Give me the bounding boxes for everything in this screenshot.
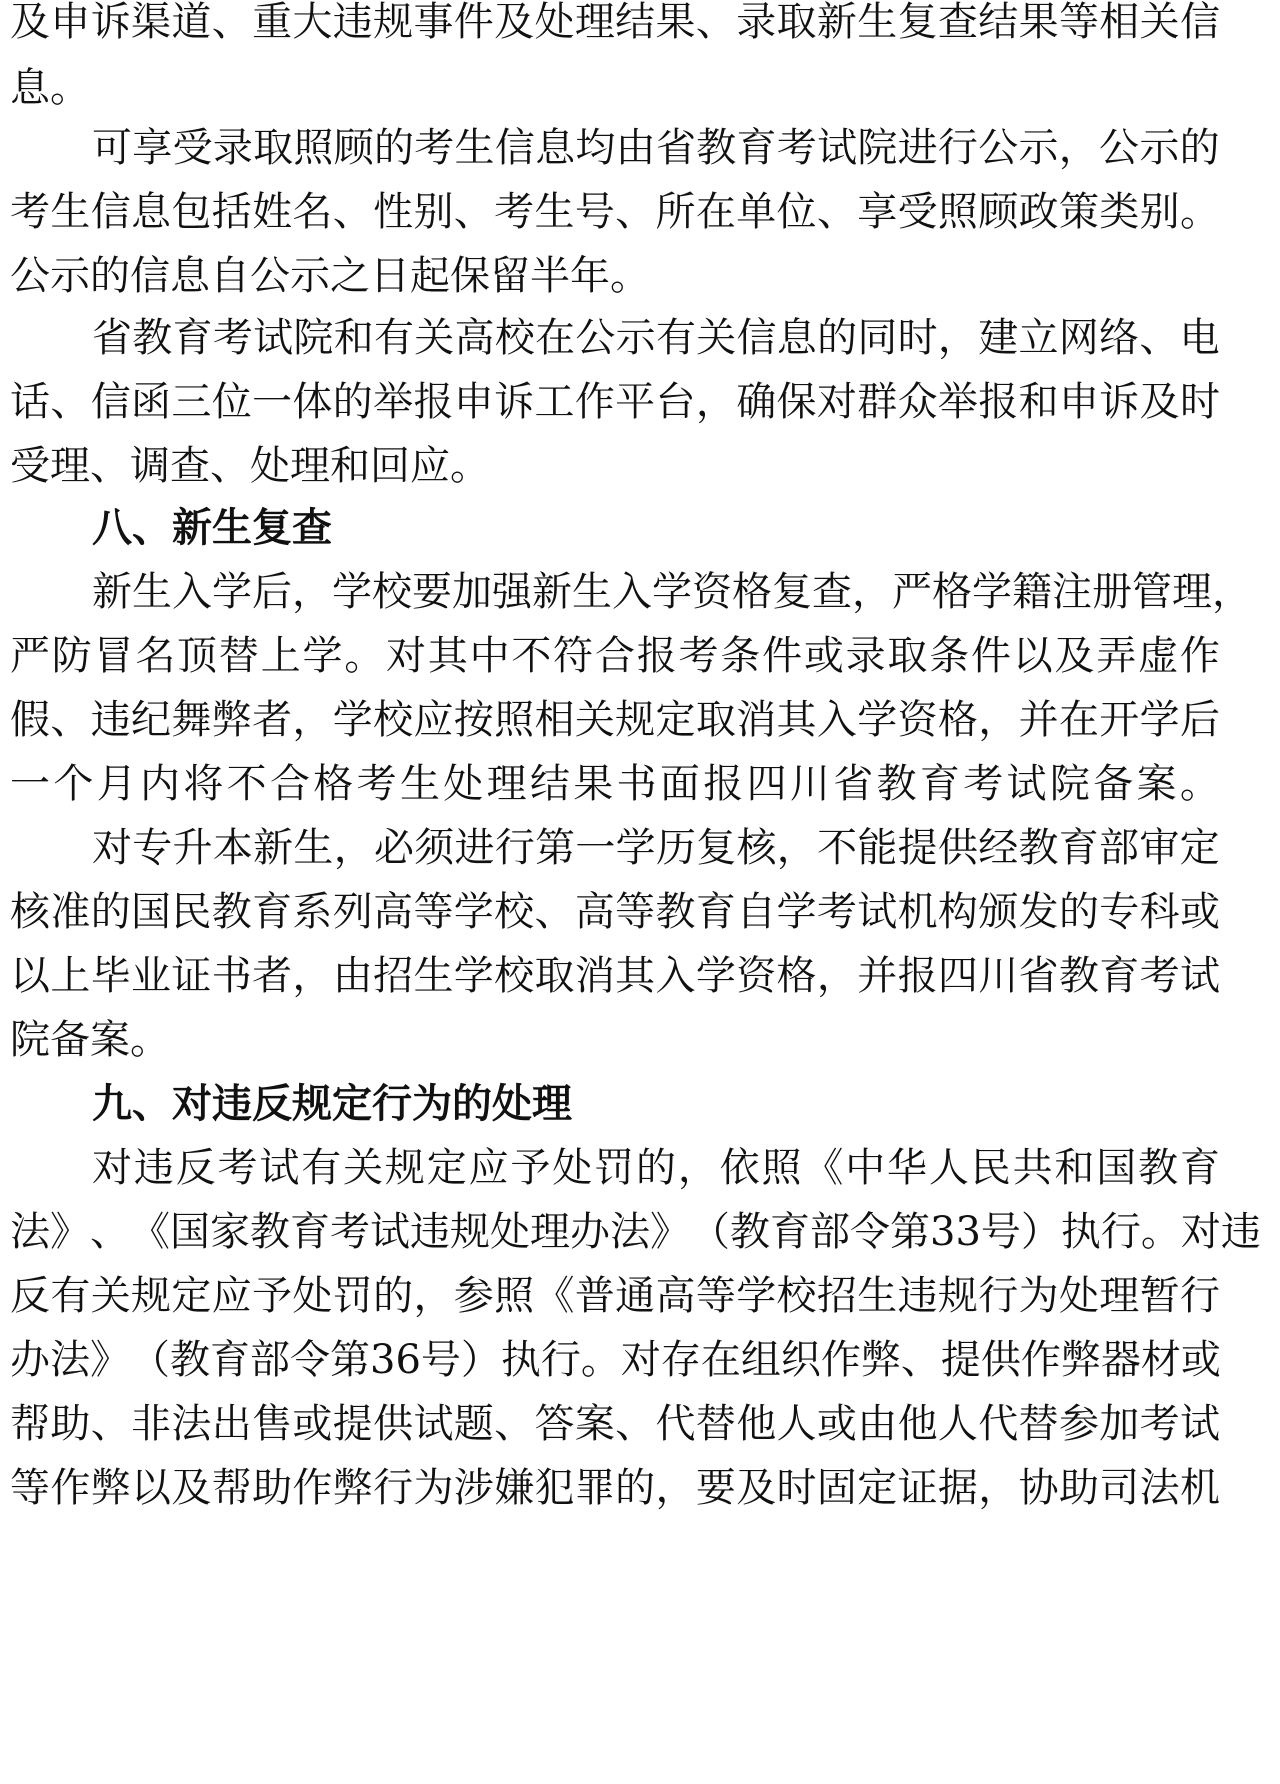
text-line: 法 》 、 《 国 家 教 育 考 试 违 规 处 理 办 法 》 （ 教 育 部 令 第 33 号 ） 执 行 。 对 违 (10, 1209, 1261, 1255)
text-line: 及 申 诉 渠 道 、 重 大 违 规 事 件 及 处 理 结 果 、 录 取 新 生 复 查 结 果 等 相 关 信 (10, 0, 1220, 45)
text-line: 办 法 》 （ 教 育 部 令 第 36 号 ） 执 行 。 对 存 在 组 织 作 弊 、 提 供 作 弊 器 材 或 (10, 1337, 1221, 1383)
text-line: 反 有 关 规 定 应 予 处 罚 的 ， 参 照 《 普 通 高 等 学 校 招 生 违 规 行 为 处 理 暂 行 (10, 1273, 1220, 1319)
text-line: 对 专 升 本 新 生 ， 必 须 进 行 第 一 学 历 复 核 ， 不 能 提 供 经 教 育 部 审 定 (92, 825, 1220, 871)
text-line: 公示的信息自公示之日起保留半年。 (10, 253, 650, 299)
text-line: 省 教 育 考 试 院 和 有 关 高 校 在 公 示 有 关 信 息 的 同 时 ， 建 立 网 络 、 电 (92, 315, 1220, 361)
text-line: 一 个 月 内 将 不 合 格 考 生 处 理 结 果 书 面 报 四 川 省 教 育 考 试 院 备 案 。 (10, 761, 1220, 807)
text-line: 帮 助 、 非 法 出 售 或 提 供 试 题 、 答 案 、 代 替 他 人 或 由 他 人 代 替 参 加 考 试 (10, 1401, 1220, 1447)
text-line: 以 上 毕 业 证 书 者 ， 由 招 生 学 校 取 消 其 入 学 资 格 ， 并 报 四 川 省 教 育 考 试 (10, 953, 1220, 999)
text-line: 核 准 的 国 民 教 育 系 列 高 等 学 校 、 高 等 教 育 自 学 考 试 机 构 颁 发 的 专 科 或 (10, 889, 1220, 935)
text-line: 息。 (10, 65, 90, 111)
text-line: 假 、 违 纪 舞 弊 者 ， 学 校 应 按 照 相 关 规 定 取 消 其 入 学 资 格 ， 并 在 开 学 后 (10, 697, 1220, 743)
section-heading: 九、对违反规定行为的处理 (92, 1081, 572, 1127)
text-line: 院备案。 (10, 1017, 170, 1063)
text-line: 考 生 信 息 包 括 姓 名 、 性 别 、 考 生 号 、 所 在 单 位 、 享 受 照 顾 政 策 类 别 。 (10, 189, 1220, 235)
text-line: 话 、 信 函 三 位 一 体 的 举 报 申 诉 工 作 平 台 ， 确 保 对 群 众 举 报 和 申 诉 及 时 (10, 379, 1220, 425)
text-line: 等 作 弊 以 及 帮 助 作 弊 行 为 涉 嫌 犯 罪 的 ， 要 及 时 固 定 证 据 ， 协 助 司 法 机 (10, 1465, 1220, 1511)
text-line: 新 生 入 学 后 ， 学 校 要 加 强 新 生 入 学 资 格 复 查 ， 严 格 学 籍 注 册 管 理 ， (92, 569, 1252, 615)
text-line: 可 享 受 录 取 照 顾 的 考 生 信 息 均 由 省 教 育 考 试 院 进 行 公 示 ， 公 示 的 (92, 125, 1220, 171)
text-line: 受理、调查、处理和回应。 (10, 443, 490, 489)
text-line: 对 违 反 考 试 有 关 规 定 应 予 处 罚 的 ， 依 照 《 中 华 人 民 共 和 国 教 育 (92, 1145, 1220, 1191)
text-line: 严 防 冒 名 顶 替 上 学 。 对 其 中 不 符 合 报 考 条 件 或 录 取 条 件 以 及 弄 虚 作 (10, 633, 1220, 679)
section-heading: 八、新生复查 (92, 505, 332, 551)
